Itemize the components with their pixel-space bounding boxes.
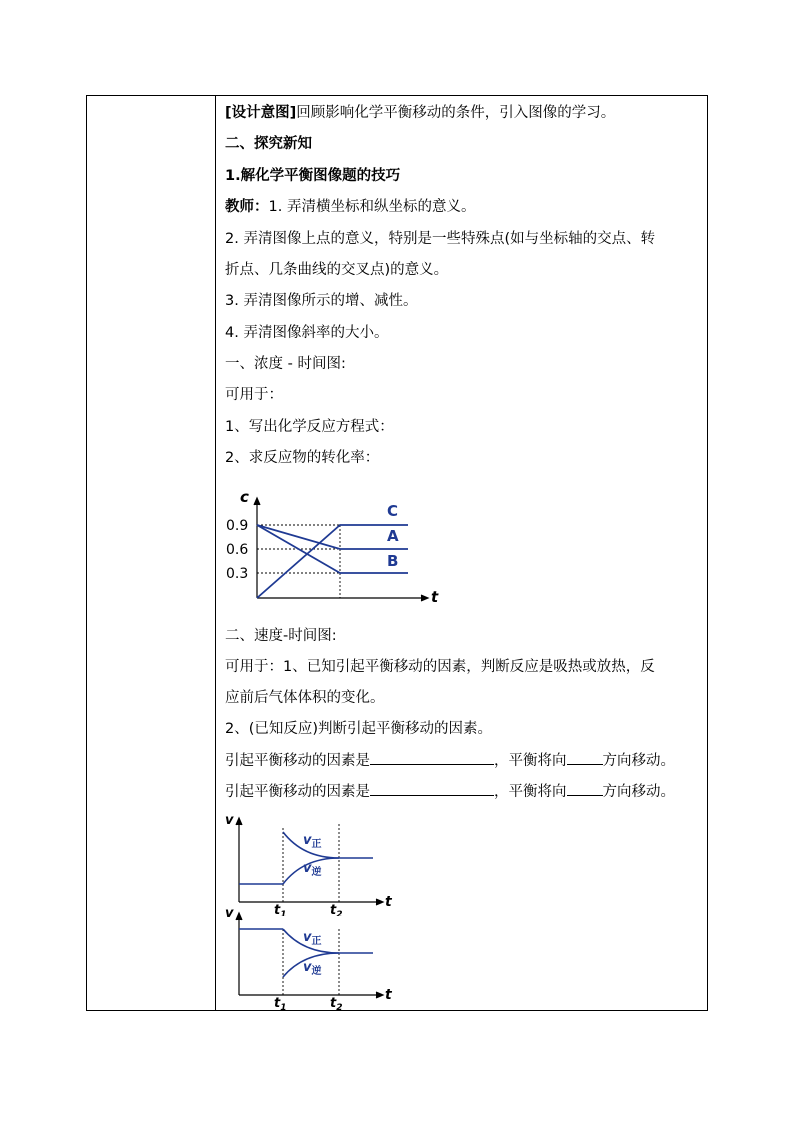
cause-blank-1[interactable] bbox=[370, 751, 494, 765]
left-column bbox=[87, 96, 216, 1010]
use2: 2、求反应物的转化率： bbox=[225, 450, 380, 466]
conc-y-label: c bbox=[240, 488, 249, 506]
direction-blank-2[interactable] bbox=[567, 782, 603, 796]
vt1-x-label: t bbox=[385, 894, 392, 910]
conc-label-c: C bbox=[387, 502, 399, 520]
vt1-t2-label: $t_2$ bbox=[330, 903, 343, 916]
teacher-label: 教师： bbox=[225, 199, 269, 215]
speed-use1-line1: 可用于：1、已知引起平衡移动的因素，判断反应是吸热或放热，反 bbox=[225, 659, 655, 675]
conc-line-c bbox=[257, 525, 408, 598]
vt2-reverse-label: $v_逆$ bbox=[303, 960, 322, 977]
teacher-line bbox=[225, 197, 475, 217]
item3: 3. 弄清图像所示的增、减性。 bbox=[225, 293, 418, 309]
vt-chart-2 bbox=[217, 901, 407, 1011]
conc-x-label: t bbox=[431, 588, 439, 606]
vt2-t2-label: $t_2$ bbox=[330, 996, 343, 1011]
design-intent-line bbox=[225, 103, 615, 123]
conc-label-b: B bbox=[387, 552, 399, 570]
conc-line-a bbox=[257, 525, 408, 549]
item2-line1: 2. 弄清图像上点的意义，特别是一些特殊点(如与坐标轴的交点、转 bbox=[225, 231, 656, 247]
conc-tick-06: 0.6 bbox=[226, 542, 249, 558]
vt2-x-label: t bbox=[385, 987, 392, 1003]
conc-x-arrow bbox=[421, 595, 428, 601]
fill-middle-1: ，平衡将向 bbox=[494, 753, 567, 769]
conc-label-a: A bbox=[387, 527, 399, 545]
conc-y-arrow bbox=[254, 498, 260, 505]
vt1-y-arrow bbox=[236, 818, 242, 825]
speed-use1-line2: 应前后气体体积的变化。 bbox=[225, 690, 385, 706]
lesson-table bbox=[86, 95, 708, 1011]
speed-use2: 2、(已知反应)判断引起平衡移动的因素。 bbox=[225, 721, 493, 737]
fill-prefix-1: 引起平衡移动的因素是 bbox=[225, 753, 370, 769]
vt2-y-arrow bbox=[236, 913, 242, 920]
sub1-title: 1.解化学平衡图像题的技巧 bbox=[225, 168, 401, 184]
vt2-y-label: v bbox=[225, 906, 234, 921]
fill-prefix-2: 引起平衡移动的因素是 bbox=[225, 784, 370, 800]
fill-suffix-1: 方向移动。 bbox=[602, 753, 675, 769]
item2-line2: 折点、几条曲线的交叉点)的意义。 bbox=[225, 262, 449, 278]
speed-title: 二、速度-时间图: bbox=[225, 628, 337, 644]
conc-time-chart bbox=[219, 488, 449, 606]
vt-chart-1 bbox=[217, 808, 407, 916]
use1: 1、写出化学反应方程式： bbox=[225, 419, 394, 435]
conc-title: 一、浓度 - 时间图: bbox=[225, 356, 346, 372]
conc-tick-03: 0.3 bbox=[226, 566, 249, 582]
vt2-forward-label: $v_正$ bbox=[303, 930, 322, 947]
teacher-item1: 1. 弄清横坐标和纵坐标的意义。 bbox=[268, 199, 476, 215]
usable-label: 可用于： bbox=[225, 387, 283, 403]
design-intent-label: [设计意图] bbox=[225, 105, 297, 121]
vt1-y-label: v bbox=[225, 813, 234, 828]
item4: 4. 弄清图像斜率的大小。 bbox=[225, 325, 389, 341]
direction-blank-1[interactable] bbox=[567, 751, 603, 765]
cause-blank-2[interactable] bbox=[370, 782, 494, 796]
design-intent-text: 回顾影响化学平衡移动的条件，引入图像的学习。 bbox=[296, 105, 616, 121]
fill-blank-line-1 bbox=[225, 751, 675, 771]
vt1-reverse-label: $v_逆$ bbox=[303, 861, 322, 878]
vt2-t1-label: $t_1$ bbox=[274, 996, 287, 1011]
vt2-x-arrow bbox=[376, 992, 383, 998]
vt1-forward-label: $v_正$ bbox=[303, 833, 322, 850]
vt1-t1-label: $t_1$ bbox=[274, 903, 287, 916]
section2-title: 二、探究新知 bbox=[225, 136, 312, 152]
conc-tick-09: 0.9 bbox=[226, 518, 249, 534]
fill-middle-2: ，平衡将向 bbox=[494, 784, 567, 800]
fill-blank-line-2 bbox=[225, 782, 675, 802]
fill-suffix-2: 方向移动。 bbox=[602, 784, 675, 800]
